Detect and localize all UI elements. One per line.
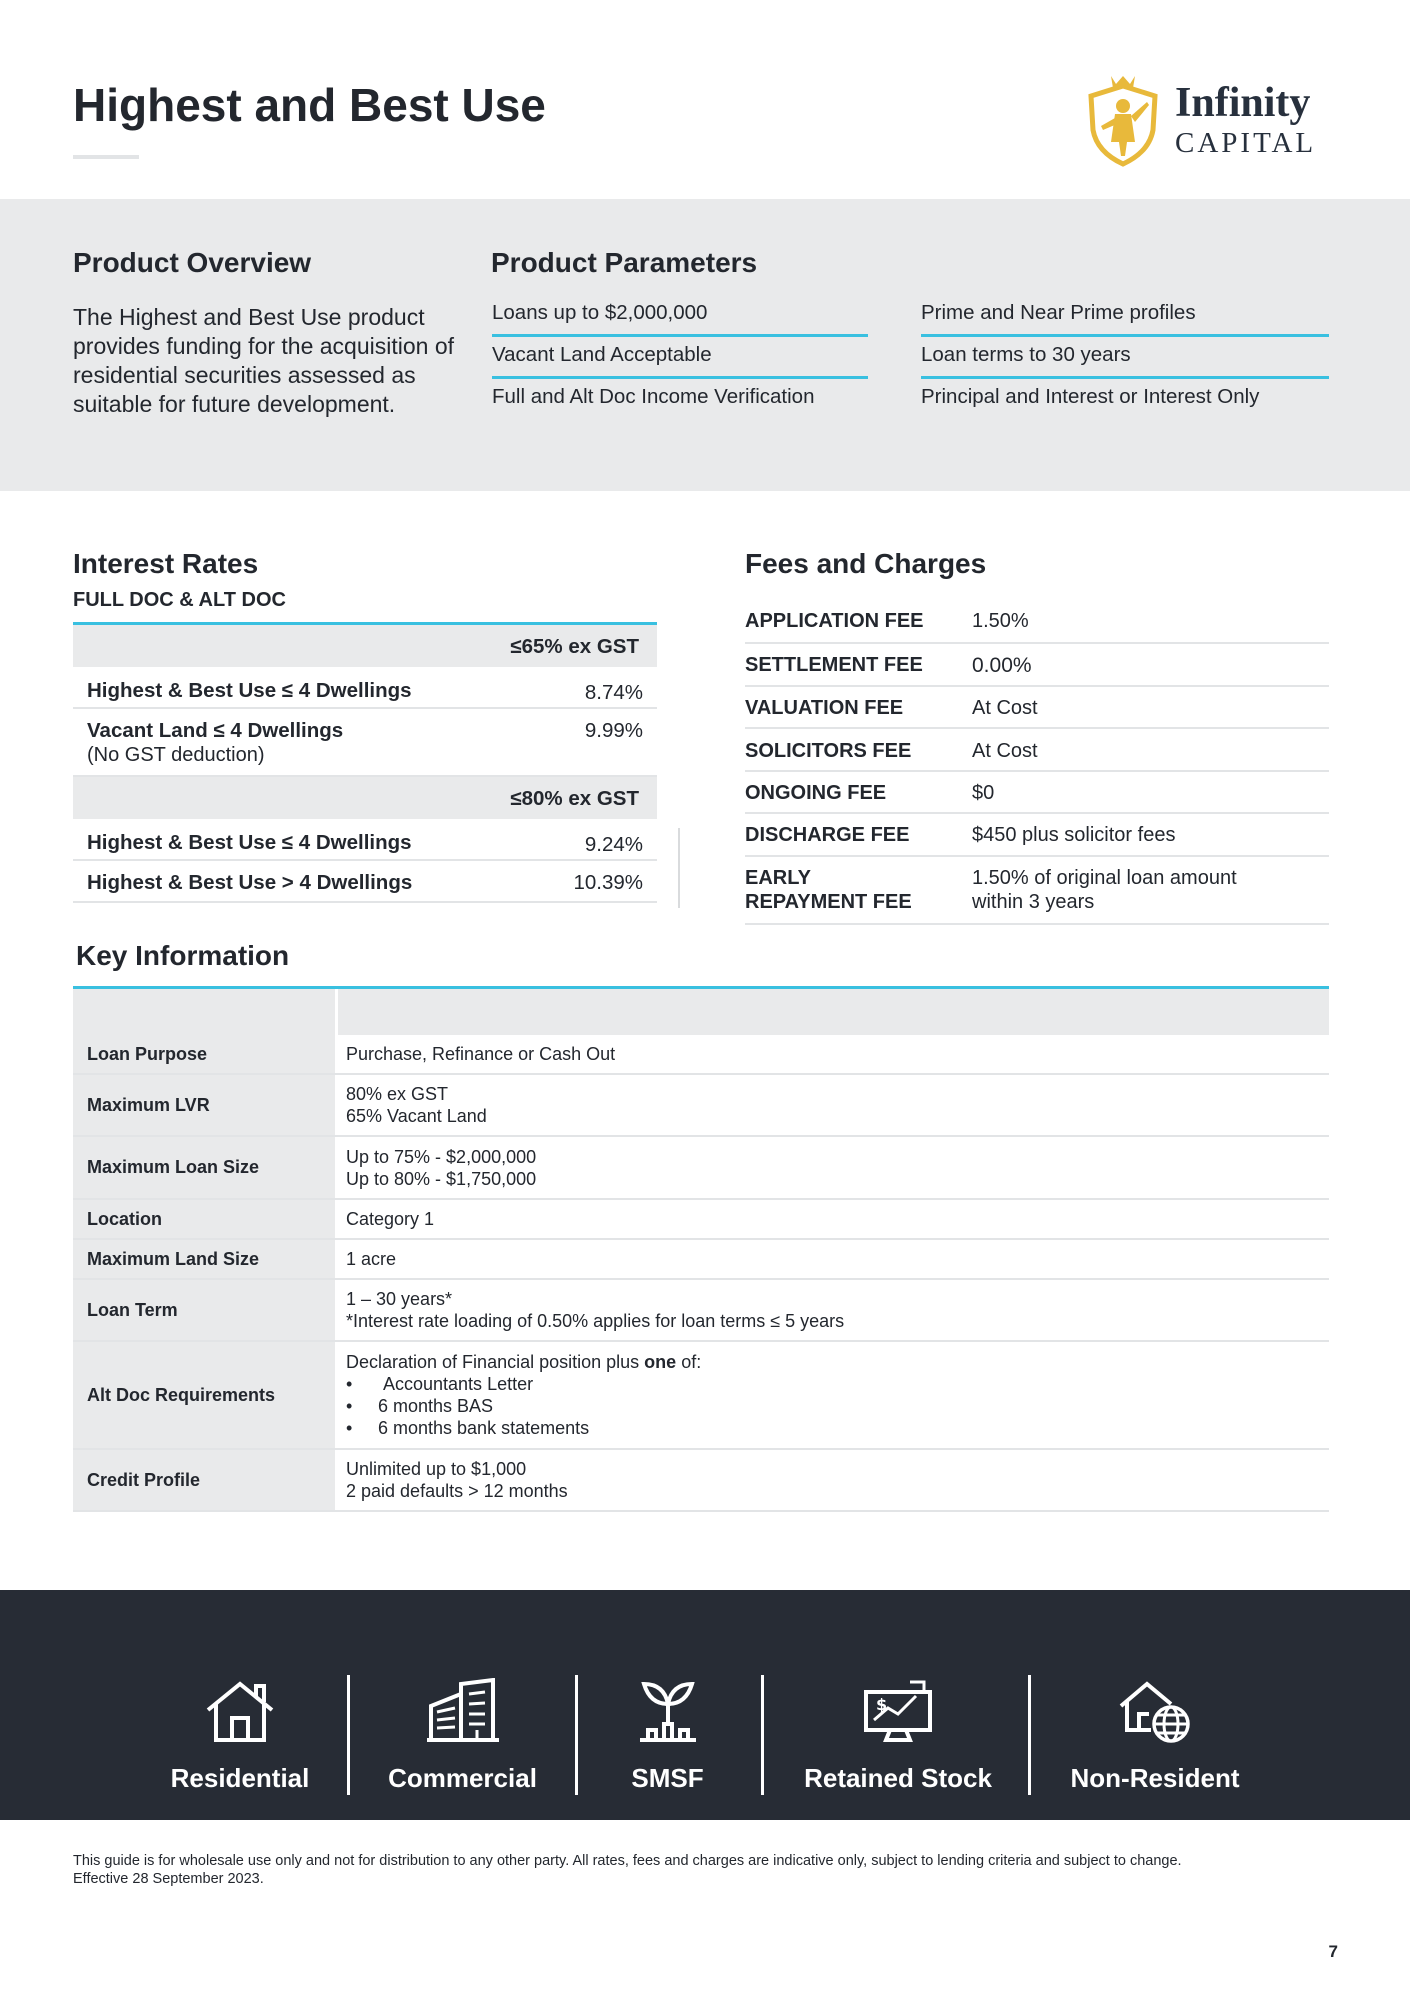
- rates-row: [73, 861, 657, 903]
- key-label: Maximum Loan Size: [73, 1137, 338, 1198]
- fee-value: $0: [972, 782, 995, 804]
- key-value: [338, 1137, 1329, 1198]
- rates-group-header: [73, 625, 657, 667]
- key-label: Loan Term: [73, 1280, 338, 1340]
- category-divider: [761, 1675, 764, 1795]
- rates-row: [73, 709, 657, 777]
- rate-value: 9.99%: [584, 719, 643, 742]
- interest-rates-subheading: FULL DOC & ALT DOC: [73, 589, 286, 611]
- key-value-line: Category 1: [346, 1209, 435, 1229]
- fee-label: ONGOING FEE: [745, 782, 887, 804]
- key-value: [338, 1450, 1329, 1510]
- fee-row: [745, 687, 1329, 729]
- knight-shield-icon: [1085, 72, 1161, 168]
- title-underline: [73, 155, 139, 159]
- rate-value: 8.74%: [584, 681, 643, 704]
- category-label: Residential: [170, 1763, 310, 1793]
- param-left-2: Vacant Land Acceptable: [492, 337, 868, 379]
- disclaimer-text: This guide is for wholesale use only and not for distribution to any other party. All rates, fees and charges are indicative only, subject to lending criteria and subject to change.: [73, 1853, 1182, 1869]
- rate-label: Highest & Best Use ≤ 4 Dwellings: [87, 831, 412, 854]
- key-row: [73, 1035, 1329, 1075]
- alt-doc-bullet: • 6 months BAS: [346, 1396, 494, 1416]
- category-divider: [347, 1675, 350, 1795]
- param-right-1: Prime and Near Prime profiles: [921, 295, 1329, 337]
- key-value: [338, 1240, 1329, 1278]
- fee-value-line2: within 3 years: [972, 891, 1095, 913]
- rate-value: 9.24%: [584, 833, 643, 856]
- key-value: [338, 1035, 1329, 1073]
- key-value-line: *Interest rate loading of 0.50% applies for loan terms ≤ 5 years: [346, 1311, 845, 1331]
- category-retained-stock[interactable]: [783, 1590, 1013, 1820]
- key-label: Maximum Land Size: [73, 1240, 338, 1278]
- interest-rates-table: [73, 622, 657, 903]
- fee-value: 0.00%: [972, 654, 1032, 677]
- key-label: Loan Purpose: [73, 1035, 338, 1073]
- rate-label: Vacant Land ≤ 4 Dwellings: [87, 719, 344, 742]
- key-value: [338, 1342, 1329, 1448]
- key-label: Location: [73, 1200, 338, 1238]
- fee-value: At Cost: [972, 740, 1038, 762]
- logo-subtitle: CAPITAL: [1175, 127, 1317, 159]
- key-value-line: 80% ex GST: [346, 1084, 449, 1104]
- key-value-line: 2 paid defaults > 12 months: [346, 1481, 568, 1501]
- key-value-line: Up to 75% - $2,000,000: [346, 1146, 537, 1167]
- interest-rates-heading: Interest Rates: [73, 548, 259, 579]
- category-residential[interactable]: [150, 1590, 330, 1820]
- rate-note: (No GST deduction): [87, 744, 265, 766]
- key-value: [338, 1200, 1329, 1238]
- fee-row: [745, 729, 1329, 772]
- key-value: [338, 1280, 1329, 1340]
- key-label: Alt Doc Requirements: [73, 1342, 338, 1448]
- category-label: SMSF: [631, 1763, 704, 1793]
- fee-value: 1.50%: [972, 610, 1029, 632]
- alt-doc-bullet: • Accountants Letter: [346, 1374, 534, 1394]
- product-parameters-heading: Product Parameters: [491, 247, 758, 278]
- alt-doc-intro: Declaration of Financial position plus one of:: [346, 1352, 702, 1372]
- fee-value: At Cost: [972, 697, 1038, 719]
- category-smsf[interactable]: [600, 1590, 735, 1820]
- fee-label: APPLICATION FEE: [745, 610, 924, 632]
- param-right-3: Principal and Interest or Interest Only: [921, 385, 1260, 408]
- rates-row: [73, 819, 657, 861]
- fee-label: SOLICITORS FEE: [745, 740, 912, 762]
- key-row-alt-doc: [73, 1342, 1329, 1450]
- key-row: [73, 1075, 1329, 1137]
- key-label: Credit Profile: [73, 1450, 338, 1510]
- key-row: [73, 1200, 1329, 1240]
- product-categories-band: [0, 1590, 1410, 1820]
- key-row: [73, 1280, 1329, 1342]
- key-information-table: [73, 989, 1329, 1512]
- key-value-line: 1 acre: [346, 1249, 397, 1269]
- product-overview-text: The Highest and Best Use product provides funding for the acquisition of residential securities assessed as suitable for future development.: [73, 304, 455, 417]
- effective-date: Effective 28 September 2023.: [73, 1871, 264, 1887]
- disclaimer: [73, 1852, 1343, 1888]
- key-value-line: Up to 80% - $1,750,000: [346, 1168, 537, 1189]
- house-globe-icon: [1117, 1678, 1193, 1744]
- page-title: Highest and Best Use: [73, 79, 546, 131]
- key-row: [73, 1240, 1329, 1280]
- category-label: Non-Resident: [1070, 1763, 1240, 1793]
- category-divider: [575, 1675, 578, 1795]
- key-value-line: Purchase, Refinance or Cash Out: [346, 1044, 616, 1064]
- category-label: Retained Stock: [804, 1763, 992, 1793]
- page-number: 7: [1328, 1942, 1338, 1961]
- rates-row: [73, 667, 657, 709]
- plant-growth-icon: [630, 1678, 706, 1744]
- fee-label: SETTLEMENT FEE: [745, 654, 923, 676]
- category-label: Commercial: [388, 1763, 537, 1793]
- rates-group-header-label: ≤80% ex GST: [510, 787, 639, 810]
- fee-row: [745, 857, 1329, 925]
- fee-value: 1.50% of original loan amount: [972, 867, 1237, 889]
- fee-value: $450 plus solicitor fees: [972, 824, 1176, 846]
- key-row: [73, 1450, 1329, 1512]
- key-table-header: [73, 989, 1329, 1035]
- key-label: Maximum LVR: [73, 1075, 338, 1135]
- fee-row: [745, 644, 1329, 687]
- key-value: [338, 1075, 1329, 1135]
- fee-label: VALUATION FEE: [745, 697, 904, 719]
- key-value-line: Unlimited up to $1,000: [346, 1459, 527, 1479]
- fee-row: [745, 814, 1329, 857]
- fees-heading: Fees and Charges: [745, 548, 987, 579]
- house-icon: [202, 1678, 278, 1744]
- rates-group-header: [73, 777, 657, 819]
- fees-table: [745, 602, 1329, 925]
- product-overview-heading: Product Overview: [73, 247, 312, 278]
- key-value-line: 1 – 30 years*: [346, 1289, 453, 1309]
- key-value-line: 65% Vacant Land: [346, 1106, 487, 1126]
- key-row: [73, 1137, 1329, 1200]
- rates-group-header-label: ≤65% ex GST: [510, 635, 639, 658]
- logo-name: Infinity: [1175, 80, 1311, 126]
- rate-label: Highest & Best Use ≤ 4 Dwellings: [87, 679, 412, 702]
- fee-row: [745, 772, 1329, 814]
- fee-row: [745, 602, 1329, 644]
- svg-text:$: $: [876, 1695, 888, 1714]
- fee-label-line2: REPAYMENT FEE: [745, 891, 912, 913]
- category-commercial[interactable]: [370, 1590, 555, 1820]
- office-building-icon: [425, 1678, 501, 1744]
- fee-label: EARLY: [745, 867, 811, 889]
- param-right-2: Loan terms to 30 years: [921, 337, 1329, 379]
- param-left-3: Full and Alt Doc Income Verification: [492, 385, 815, 408]
- fee-label: DISCHARGE FEE: [745, 824, 910, 846]
- rate-value: 10.39%: [573, 871, 643, 894]
- rate-label: Highest & Best Use > 4 Dwellings: [87, 871, 413, 894]
- category-divider: [1028, 1675, 1031, 1795]
- category-non-resident[interactable]: [1055, 1590, 1255, 1820]
- alt-doc-bullet: • 6 months bank statements: [346, 1418, 590, 1438]
- rates-divider: [678, 828, 680, 908]
- key-information-heading: Key Information: [76, 940, 290, 971]
- monitor-chart-icon: [860, 1678, 936, 1744]
- param-left-1: Loans up to $2,000,000: [492, 295, 868, 337]
- logo-text: [1175, 80, 1316, 160]
